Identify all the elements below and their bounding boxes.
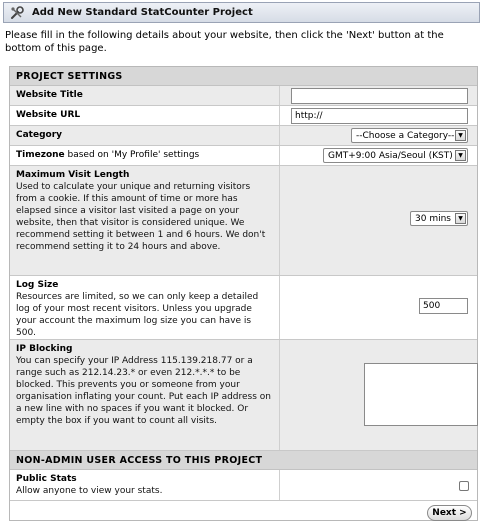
max-visit-label: Maximum Visit Length: [16, 170, 130, 180]
section-title: PROJECT SETTINGS: [16, 70, 123, 82]
timezone-label: Timezone: [16, 150, 65, 160]
row-category: [10, 126, 477, 146]
section-non-admin: [10, 451, 477, 470]
page-header: [3, 2, 480, 23]
section-title: NON-ADMIN USER ACCESS TO THIS PROJECT: [16, 454, 263, 466]
ip-blocking-label: IP Blocking: [16, 344, 73, 354]
row-website-url: [10, 106, 477, 126]
timezone-label-suffix: based on 'My Profile' settings: [64, 150, 200, 160]
log-size-desc: Resources are limited, so we can only keep a detailed log of your most recent visitors. Unless you upgrade your account the maximum log size you can have is 500.: [16, 292, 259, 338]
category-label: Category: [16, 130, 63, 140]
row-website-title: [10, 86, 477, 106]
row-log-size: [10, 276, 477, 340]
category-select[interactable]: [351, 128, 468, 143]
max-visit-select[interactable]: [410, 211, 468, 226]
ip-blocking-textarea[interactable]: [364, 363, 478, 426]
tools-icon: [8, 4, 26, 22]
timezone-selected: GMT+9:00 Asia/Seoul (KST): [328, 150, 453, 161]
section-project-settings: [10, 67, 477, 86]
page-title: Add New Standard StatCounter Project: [32, 7, 253, 18]
max-visit-selected: 30 mins: [415, 213, 451, 224]
chevron-down-icon: ▼: [455, 213, 466, 224]
public-stats-checkbox[interactable]: [459, 481, 469, 491]
public-stats-label: Public Stats: [16, 474, 77, 484]
row-public-stats: [10, 470, 477, 501]
ip-blocking-desc: You can specify your IP Address 115.139.218.77 or a range such as 212.14.23.* or even 212.*.*.* to be blocked. This prevents you or someone from your organisation inflating your count. Put each IP address on a new line with no spaces if you want it blocked. Or empty the box if you want to count all visits.: [16, 356, 271, 426]
row-ip-blocking: [10, 340, 477, 451]
website-title-input[interactable]: [291, 88, 468, 104]
timezone-select[interactable]: [323, 148, 468, 163]
website-title-label: Website Title: [16, 90, 83, 100]
project-form: [9, 66, 478, 521]
public-stats-desc: Allow anyone to view your stats.: [16, 486, 163, 496]
chevron-down-icon: ▼: [455, 130, 466, 141]
next-button[interactable]: Next >: [427, 505, 472, 521]
log-size-label: Log Size: [16, 280, 59, 290]
row-max-visit: [10, 166, 477, 276]
category-selected: --Choose a Category--: [356, 130, 455, 141]
row-timezone: [10, 146, 477, 166]
log-size-input[interactable]: [419, 298, 468, 314]
max-visit-desc: Used to calculate your unique and returning visitors from a cookie. If this amount of time or more has elapsed since a visitor last visited a page on your website, then that visitor is considered unique. We recommend setting it between 1 and 6 hours. We don't recommend setting it to 24 hours and above.: [16, 182, 266, 252]
website-url-label: Website URL: [16, 110, 81, 120]
website-url-input[interactable]: [291, 108, 468, 124]
intro-text: Please fill in the following details about your website, then click the 'Next' button at the bottom of this page.: [5, 30, 444, 54]
chevron-down-icon: ▼: [455, 150, 466, 161]
